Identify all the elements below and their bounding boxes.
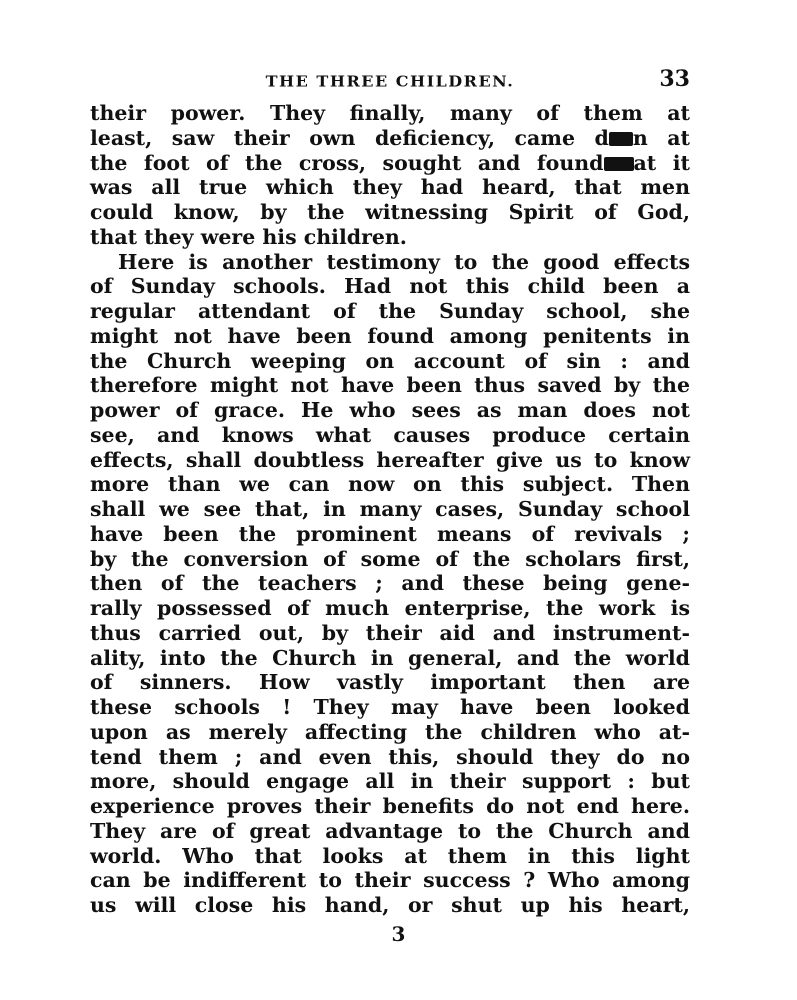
ink-blot-icon bbox=[604, 157, 634, 171]
text-line: could know, by the witnessing Spirit of God, bbox=[90, 200, 690, 224]
text-line bbox=[90, 151, 690, 176]
ink-blot-icon bbox=[609, 132, 633, 146]
text-line: ality, into the Church in general, and the world bbox=[90, 645, 690, 670]
text-line: can be indifferent to their success ? Who among bbox=[90, 868, 690, 893]
text-line: then of the teachers ; and these being gene- bbox=[90, 571, 690, 596]
text-line: tend them ; and even this, should they do no bbox=[90, 744, 690, 769]
text-line: Here is another testimony to the good effects bbox=[118, 249, 690, 274]
text-line: of sinners. How vastly important then are bbox=[90, 670, 690, 695]
text-line: of Sunday schools. Had not this child been a bbox=[90, 274, 690, 299]
text-line: these schools ! They may have been looked bbox=[90, 695, 690, 719]
signature-mark: 3 bbox=[391, 922, 406, 946]
paragraph-2 bbox=[90, 250, 690, 918]
text-line-part: at it bbox=[633, 150, 690, 175]
text-line: rally possessed of much enterprise, the work is bbox=[90, 596, 690, 620]
text-line: world. Who that looks at them in this light bbox=[90, 843, 690, 868]
text-line: therefore might not have been thus saved by the bbox=[90, 373, 690, 398]
text-line: more, should engage all in their support : but bbox=[90, 769, 690, 794]
text-line: us will close his hand, or shut up his heart, bbox=[90, 893, 690, 917]
text-line: experience proves their benefits do not end here. bbox=[90, 794, 690, 818]
text-line: upon as merely affecting the children who at- bbox=[90, 719, 690, 744]
text-line-part: least, saw their own deficiency, came d bbox=[90, 125, 609, 150]
text-line: the Church weeping on account of sin : and bbox=[90, 348, 690, 373]
body-text bbox=[90, 101, 690, 918]
text-line: They are of great advantage to the Church and bbox=[90, 818, 690, 843]
paragraph-1 bbox=[90, 101, 690, 250]
running-title: THE THREE CHILDREN. bbox=[265, 72, 515, 91]
text-line: regular attendant of the Sunday school, she bbox=[90, 299, 690, 323]
text-line: might not have been found among penitents in bbox=[90, 323, 690, 348]
text-line bbox=[90, 126, 690, 151]
text-line: shall we see that, in many cases, Sunday school bbox=[90, 497, 690, 521]
text-line: have been the prominent means of revivals ; bbox=[90, 521, 690, 546]
text-line: thus carried out, by their aid and instrument- bbox=[90, 620, 690, 645]
running-head bbox=[90, 66, 690, 92]
page-number: 33 bbox=[659, 66, 690, 92]
text-line-part: the foot of the cross, sought and found bbox=[90, 150, 604, 175]
text-line: more than we can now on this subject. Then bbox=[90, 472, 690, 497]
text-line: that they were his children. bbox=[90, 224, 407, 249]
text-line-part: n at bbox=[632, 125, 690, 150]
text-line: was all true which they had heard, that men bbox=[90, 175, 690, 200]
text-line: effects, shall doubtless hereafter give us to know bbox=[90, 447, 690, 472]
text-line: by the conversion of some of the scholars first, bbox=[90, 546, 690, 571]
text-line: power of grace. He who sees as man does not bbox=[90, 398, 690, 422]
text-line: their power. They finally, many of them at bbox=[90, 101, 690, 125]
text-line: see, and knows what causes produce certain bbox=[90, 422, 690, 447]
